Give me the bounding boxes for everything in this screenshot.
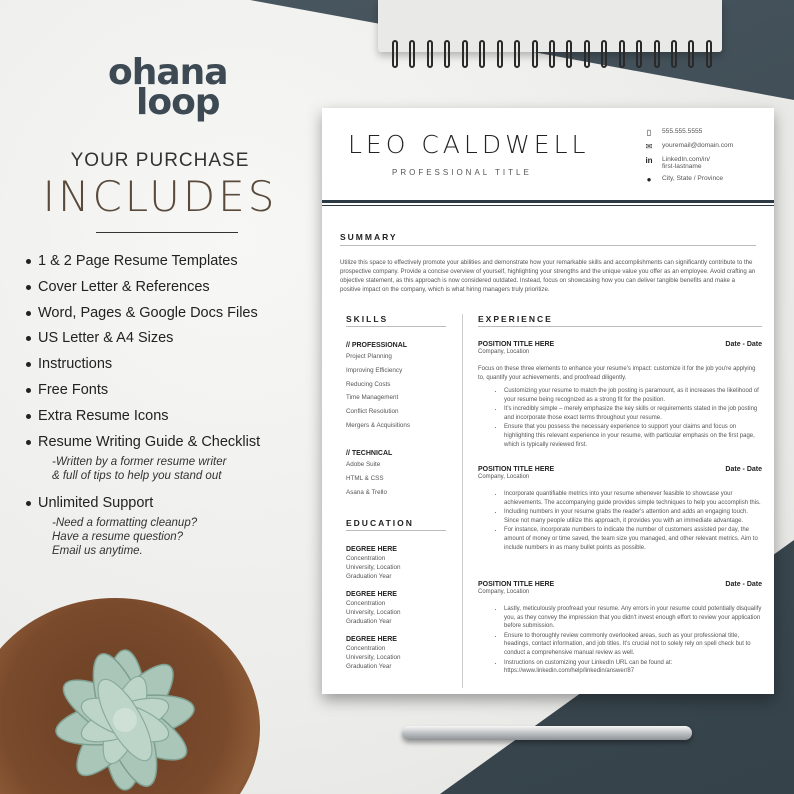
- education-entry: DEGREE HERE Concentration University, Location Graduation Year: [346, 591, 401, 625]
- job-bullet: • Instructions on customizing your LinkedIn URL can be found at: https://www.linkedin.com/help/linkedin/answer/87: [504, 659, 762, 676]
- summary-heading: SUMMARY: [340, 232, 398, 242]
- education-entry: DEGREE HERE Concentration University, Location Graduation Year: [346, 636, 401, 670]
- job-bullet: • Ensure to thoroughly review commonly overlooked areas, such as your professional title, headings, contact information, and job titles. It's crucial not to solely rely on spell check but to conduct a comprehensive manual review as well.: [504, 632, 762, 658]
- skill-item: HTML & CSS: [346, 474, 384, 482]
- phone-icon: ▯: [646, 128, 652, 137]
- resume-name: LEO CALDWELL: [348, 130, 590, 159]
- skills-rule: [346, 326, 446, 327]
- logo-line-2: loop: [136, 82, 220, 123]
- skill-item: Time Management: [346, 394, 399, 402]
- resume-page: [322, 108, 774, 694]
- experience-heading: EXPERIENCE: [478, 314, 553, 324]
- skills-heading: SKILLS: [346, 314, 389, 324]
- job-entry: POSITION TITLE HERE Date - Date Company, Location Focus on these three elements to enhance your resume's impact: customize it for the job you're applying to, quantify your achievements, and proofread diligently. • Customizing your resume to match the job posting is paramount, as it increases the likelihood of your resume being recognized as a strong fit for the position. • It's incredibly simple – merely emphasize the key skills or requirements stated in the job posting and incorporate those exact terms throughout your resume. • Ensure that you possess the necessary experience to support your claims and focus on highlighting this relevant experience in your resume, with particular emphasis on the first page, which is typically reviewed first.: [478, 341, 762, 450]
- job-bullet: • Lastly, meticulously proofread your resume. Any errors in your resume could potentially disqualify you, as they convey the impression that you didn't invest enough effort to review your application before submission.: [504, 605, 762, 631]
- job-bullet: • Customizing your resume to match the job posting is paramount, as it increases the likelihood of your resume being recognized as a strong fit for the position.: [504, 387, 762, 404]
- skill-item: Improving Efficiency: [346, 366, 403, 374]
- feature-item: 1 & 2 Page Resume Templates: [26, 252, 326, 278]
- feature-item: Instructions: [26, 355, 326, 381]
- includes-heading: INCLUDES: [42, 172, 278, 221]
- technical-skills: // TECHNICAL Adobe Suite HTML & CSS Asana & Trello: [346, 450, 456, 501]
- feature-item: Unlimited Support: [26, 494, 326, 520]
- skill-item: Adobe Suite: [346, 461, 381, 468]
- summary-text: Utilize this space to effectively promote your abilities and demonstrate how your remarkable skills and accomplishments can significantly contribute to the prospective company. Provide a concise overview of yourself, highlighting your strengths and the unique value you offer as an employee. Avoid crafting an objective statement, as this approach is now considered outdated. Instead, focus on showcasing how you can deliver tangible benefits and make a positive impact on the company, which is what hiring managers truly prioritize.: [340, 259, 756, 293]
- brand-logo: [108, 52, 228, 123]
- job-bullet: • It's incredibly simple – merely emphasize the key skills or requirements stated in the job posting and incorporate those exact terms throughout your resume.: [504, 405, 762, 422]
- feature-item: Free Fonts: [26, 381, 326, 407]
- skill-item: Asana & Trello: [346, 488, 387, 496]
- feature-item: Extra Resume Icons: [26, 407, 326, 433]
- silver-pen: [402, 726, 692, 740]
- contact-block: ▯ 555.555.5555 ✉ youremail@domain.com in LinkedIn.com/in/ first-lastname ● City, State / Province: [645, 128, 734, 184]
- logo-line-1: ohana: [108, 52, 228, 93]
- summary-rule: [340, 245, 756, 246]
- skill-item: Mergers & Acquisitions: [346, 421, 411, 429]
- notebook-rings: [392, 40, 712, 70]
- feature-item: Word, Pages & Google Docs Files: [26, 304, 326, 330]
- header-rule-thick: [322, 200, 774, 203]
- job-entry: POSITION TITLE HERE Date - Date Company, Location • Incorporate quantifiable metrics into your resume whenever feasible to showcase your achievements. The accompanying guide provides simple techniques to help you accomplish this. • Including numbers in your resume grabs the reader's attention and adds an engaging touch. Since not many people utilize this approach, it provides you with an immediate advantage. • For instance, incorporate numbers to indicate the number of customers assisted per day, the amount of money or time saved, the team size you managed, and other relevant metrics. Aim to include numbers in as many bullet points as possible.: [478, 466, 762, 553]
- linkedin-icon: in: [645, 156, 653, 165]
- experience-rule: [478, 326, 762, 327]
- education-rule: [346, 530, 446, 531]
- job-entry: POSITION TITLE HERE Date - Date Company, Location • Lastly, meticulously proofread your resume. Any errors in your resume could potentially disqualify you, as they convey the impression that you didn't invest enough effort to review your application before submission. • Ensure to thoroughly review commonly overlooked areas, such as your professional title, headings, contact information, and job titles. It's crucial not to solely rely on spell check but to conduct a comprehensive manual review as well. • Instructions on customizing your LinkedIn URL can be found at: https://www.linkedin.com/help/linkedin/answer/87: [478, 581, 762, 677]
- education-heading: EDUCATION: [346, 518, 414, 528]
- support-note: -Need a formatting cleanup? Have a resume question? Email us anytime.: [52, 517, 198, 557]
- your-purchase-heading: YOUR PURCHASE: [70, 150, 250, 171]
- heading-divider: [96, 232, 238, 233]
- job-bullet: • Incorporate quantifiable metrics into your resume whenever feasible to showcase your achievements. The accompanying guide provides simple techniques to help you accomplish this.: [504, 490, 762, 507]
- feature-item: Resume Writing Guide & Checklist: [26, 433, 326, 459]
- location-pin-icon: ●: [646, 175, 652, 184]
- skill-item: Conflict Resolution: [346, 408, 399, 416]
- feature-item: US Letter & A4 Sizes: [26, 329, 326, 355]
- education-list: [346, 545, 456, 680]
- skill-item: Reducing Costs: [346, 380, 391, 388]
- column-divider: [462, 314, 463, 688]
- feature-item: Cover Letter & References: [26, 278, 326, 304]
- header-rule-thin: [322, 205, 774, 206]
- resume-title: PROFESSIONAL TITLE: [392, 168, 532, 177]
- job-bullet: • For instance, incorporate numbers to indicate the number of customers assisted per day, the amount of money or time saved, the team size you managed, and other relevant metrics. Aim to include numbers in as many bullet points as possible.: [504, 526, 762, 552]
- job-bullet: • Ensure that you possess the necessary experience to support your claims and focus on highlighting this relevant experience in your resume, with particular emphasis on the first page, which is typically reviewed first.: [504, 423, 762, 449]
- job-bullet: • Including numbers in your resume grabs the reader's attention and adds an engaging touch. Since not many people utilize this approach, it provides you with an immediate advantage.: [504, 508, 762, 525]
- skill-item: Project Planning: [346, 353, 392, 360]
- succulent-plant: [0, 600, 250, 794]
- professional-skills: // PROFESSIONAL Project Planning Improving Efficiency Reducing Costs Time Management Conflict Resolution Mergers & Acquisitions: [346, 342, 456, 435]
- email-icon: ✉: [645, 142, 653, 151]
- education-entry: DEGREE HERE Concentration University, Location Graduation Year: [346, 546, 401, 580]
- guide-note: -Written by a former resume writer & full of tips to help you stand out: [52, 456, 227, 482]
